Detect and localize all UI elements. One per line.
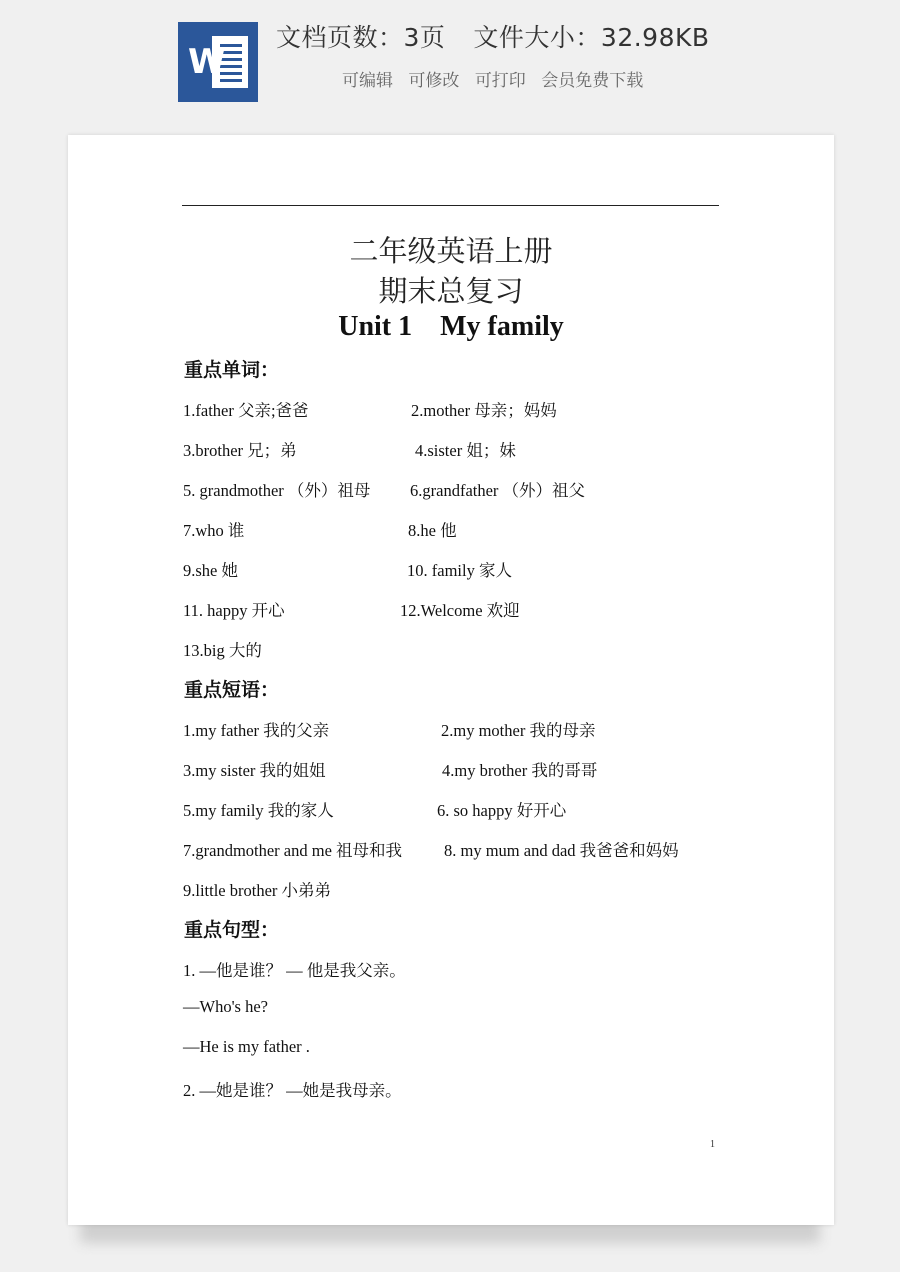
phrase-item: 3.my sister 我的姐姐 [183, 761, 326, 780]
word-document-icon: W [178, 22, 258, 102]
word-item: 12.Welcome 欢迎 [400, 601, 520, 620]
word-item: 9.she 她 [183, 561, 238, 580]
word-item: 7.who 谁 [183, 521, 245, 540]
unit-title: Unit 1 My family [338, 311, 564, 342]
header-banner [0, 0, 900, 120]
file-size-label: 文件大小：32.98KB [473, 23, 710, 52]
phrase-item: 2.my mother 我的母亲 [441, 721, 596, 740]
sentence-item: —He is my father . [183, 1037, 310, 1056]
header-rule [182, 205, 719, 206]
file-info [276, 18, 710, 54]
phrase-item: 9.little brother 小弟弟 [183, 881, 332, 900]
phrase-item: 1.my father 我的父亲 [183, 721, 330, 740]
phrase-item: 4.my brother 我的哥哥 [442, 761, 598, 780]
page-count-label: 文档页数：3页 [276, 23, 446, 52]
word-item: 3.brother 兄；弟 [183, 441, 297, 460]
feature-modifiable: 可修改 [408, 71, 460, 91]
word-item: 4.sister 姐；妹 [415, 441, 516, 460]
word-item: 11. happy 开心 [183, 601, 285, 620]
phrase-item: 8. my mum and dad 我爸爸和妈妈 [444, 841, 679, 860]
feature-member-download: 会员免费下载 [541, 71, 644, 91]
feature-list [342, 66, 653, 91]
word-item: 13.big 大的 [183, 641, 262, 660]
word-item: 1.father 父亲;爸爸 [183, 401, 309, 420]
feature-printable: 可打印 [474, 71, 526, 91]
word-item: 6.grandfather （外）祖父 [410, 481, 586, 500]
words-heading: 重点单词： [184, 359, 280, 381]
sentences-heading: 重点句型： [184, 919, 280, 941]
phrase-item: 6. so happy 好开心 [437, 801, 567, 820]
feature-editable: 可编辑 [342, 71, 393, 91]
sentence-item: 1. —他是谁？ — 他是我父亲。 [183, 961, 406, 980]
sentence-item: —Who's he? [183, 997, 268, 1016]
phrase-item: 5.my family 我的家人 [183, 801, 334, 820]
word-item: 8.he 他 [408, 521, 457, 540]
phrases-heading: 重点短语： [184, 679, 280, 701]
page-number: 1 [710, 1139, 715, 1150]
doc-subtitle: 期末总复习 [378, 274, 524, 308]
document-page [68, 135, 834, 1225]
word-item: 10. family 家人 [407, 561, 512, 580]
word-item: 5. grandmother （外）祖母 [183, 481, 371, 500]
word-item: 2.mother 母亲；妈妈 [411, 401, 557, 420]
doc-title: 二年级英语上册 [349, 234, 553, 268]
phrase-item: 7.grandmother and me 祖母和我 [183, 841, 403, 860]
sentence-item: 2. —她是谁？ —她是我母亲。 [183, 1081, 402, 1100]
